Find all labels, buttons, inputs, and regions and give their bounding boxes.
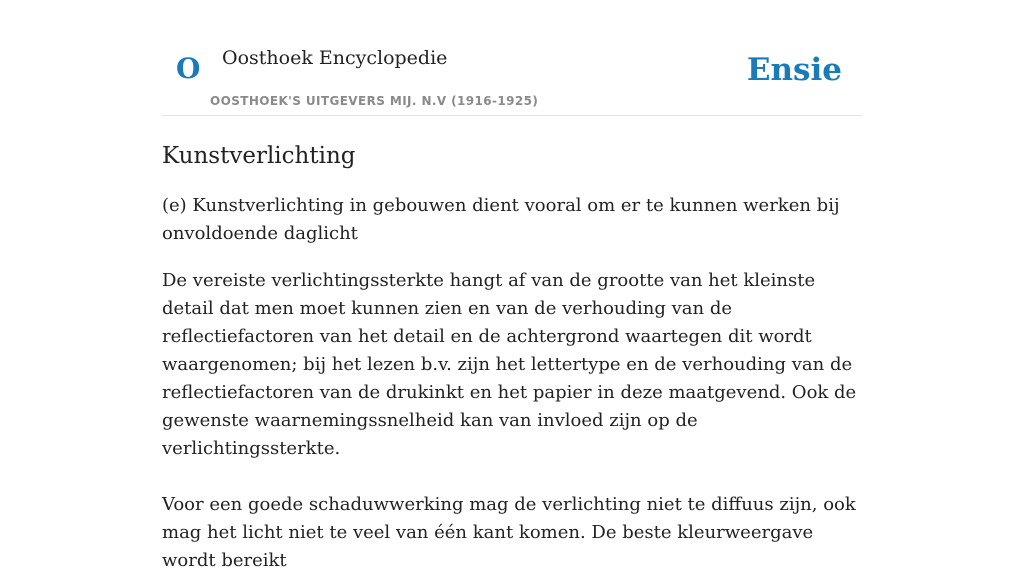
article-paragraph: Voor een goede schaduwwerking mag de verlichting niet te diffuus zijn, ook mag het licht niet te veel van één kant komen. De beste kleurweergave wordt bereikt <box>162 494 856 571</box>
article-title: Kunstverlichting <box>162 143 356 169</box>
site-header <box>162 0 862 116</box>
article-paragraph: De vereiste verlichtingssterkte hangt af van de grootte van het kleinste detail dat men moet kunnen zien en van de verhouding van de reflectiefactoren van het detail en de achtergrond waartegen dit wordt waargenomen; bij het lezen b.v. zijn het lettertype en de verhouding van de reflectiefactoren van de drukinkt en het papier in deze maatgevend. Ook de gewenste waarnemingssnelheid kan van invloed zijn op de verlichtingssterkte. <box>162 270 857 459</box>
site-title[interactable]: Oosthoek Encyclopedie <box>222 47 448 69</box>
publisher-label: OOSTHOEK'S UITGEVERS MIJ. N.V (1916-1925) <box>210 94 539 108</box>
article-lead: (e) Kunstverlichting in gebouwen dient vooral om er te kunnen werken bij onvoldoende daglicht <box>162 195 840 244</box>
ensie-brand-logo[interactable]: Ensie <box>746 52 842 88</box>
oosthoek-logo-icon[interactable]: O <box>176 52 201 85</box>
page <box>162 0 862 575</box>
